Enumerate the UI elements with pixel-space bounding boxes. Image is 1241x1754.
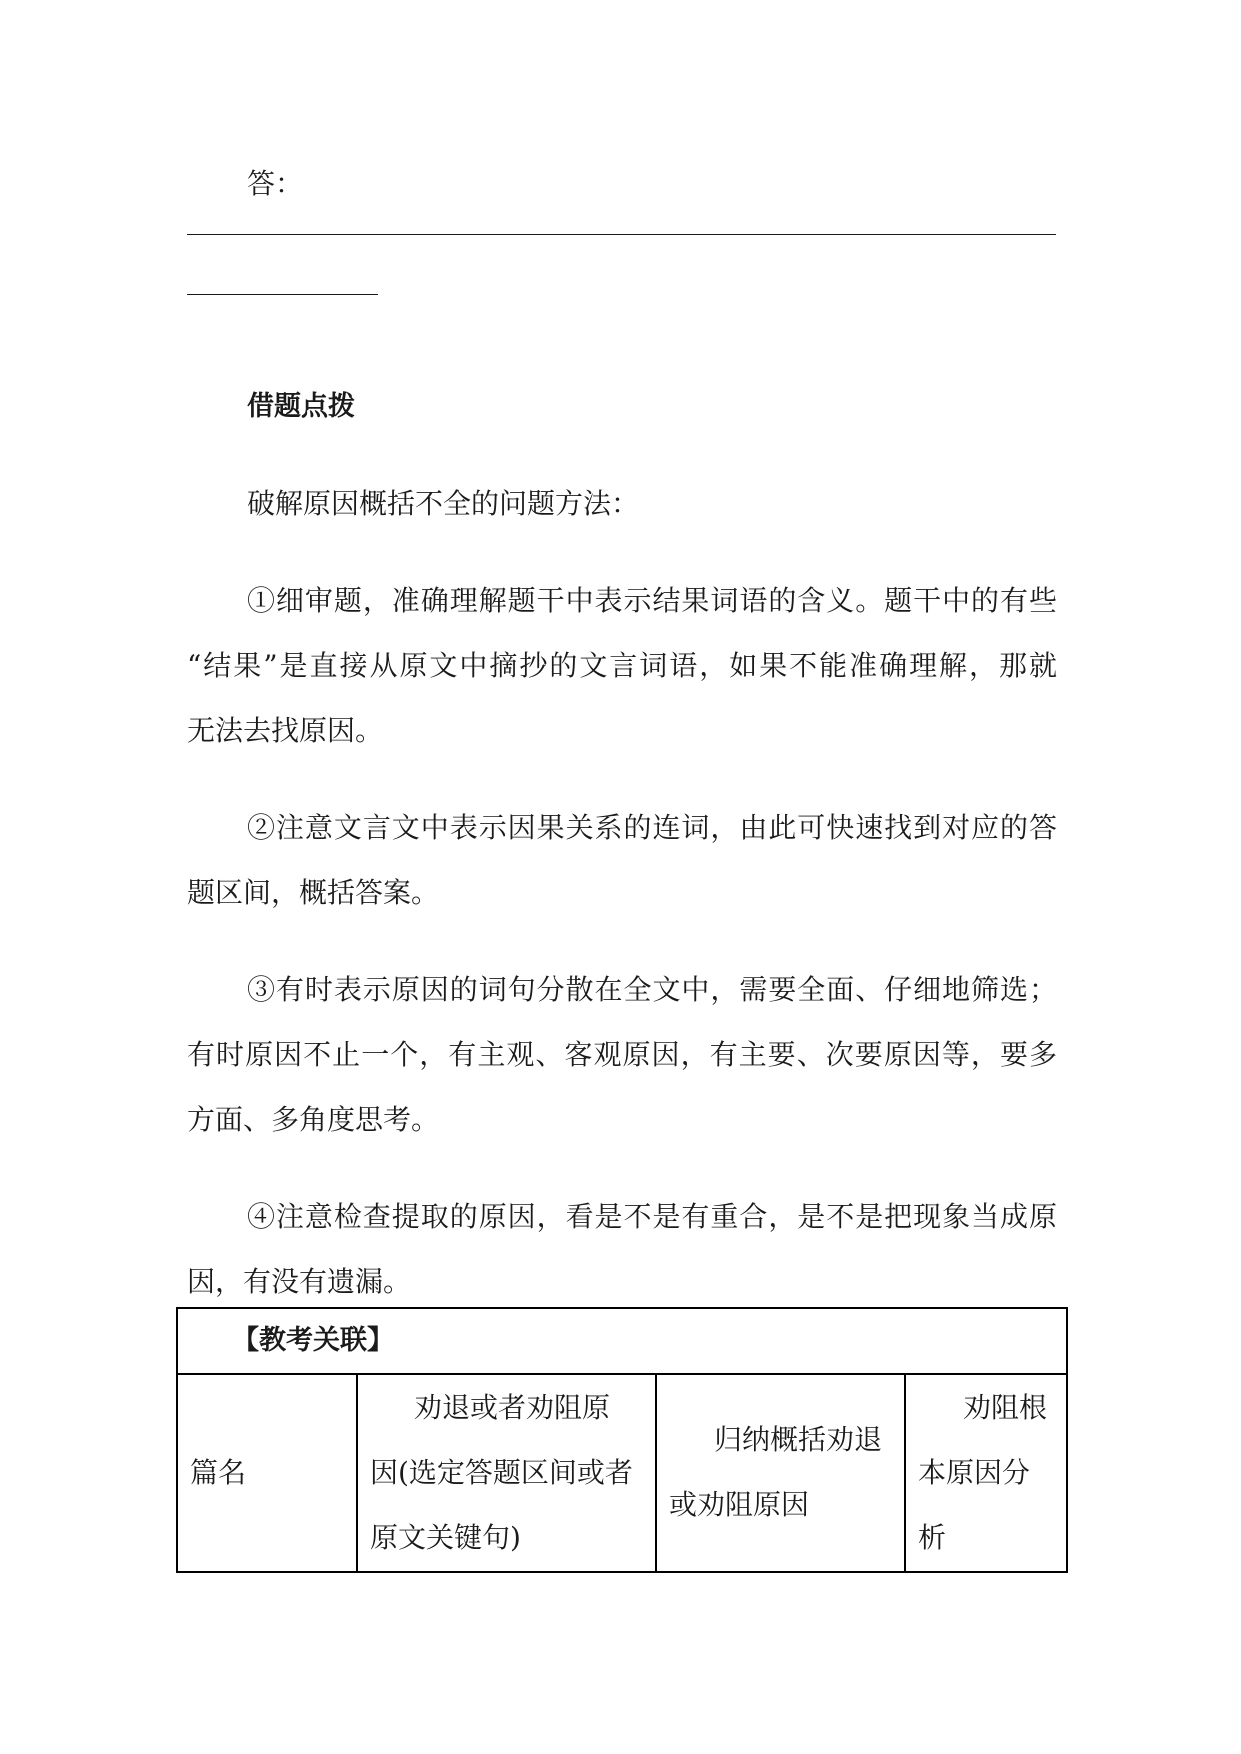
point-4-line-2: 因，有没有遗漏。 [187, 1265, 412, 1298]
column-header-reason-line-2: 因(选定答题区间或者 [370, 1456, 633, 1489]
column-divider-2 [655, 1373, 657, 1571]
point-3-line-1: ③有时表示原因的词句分散在全文中，需要全面、仔细地筛选； [247, 973, 1057, 1006]
answer-blank-line-2 [187, 294, 378, 295]
column-header-root-cause-line-3: 析 [918, 1521, 947, 1554]
point-1-line-2: “结果”是直接从原文中摘抄的文言词语，如果不能准确理解，那就 [187, 649, 1057, 682]
point-2-line-2: 题区间，概括答案。 [187, 876, 440, 909]
column-header-root-cause-line-1: 劝阻根 [963, 1391, 1048, 1424]
column-header-root-cause-line-2: 本原因分 [918, 1456, 1031, 1489]
point-1-line-1: ①细审题，准确理解题干中表示结果词语的含义。题干中的有些 [247, 584, 1057, 617]
column-header-summary-line-2: 或劝阻原因 [669, 1488, 810, 1521]
answer-label: 答： [247, 167, 304, 200]
answer-blank-line-1 [187, 234, 1056, 235]
column-header-summary-line-1: 归纳概括劝退 [714, 1423, 883, 1456]
point-4-line-1: ④注意检查提取的原因，看是不是有重合，是不是把现象当成原 [247, 1200, 1057, 1233]
point-2-line-1: ②注意文言文中表示因果关系的连词，由此可快速找到对应的答 [247, 811, 1057, 844]
point-1-line-3: 无法去找原因。 [187, 714, 384, 747]
column-header-reason-line-1: 劝退或者劝阻原 [414, 1391, 611, 1424]
column-header-reason-line-3: 原文关键句) [370, 1521, 521, 1554]
column-header-title: 篇名 [190, 1456, 247, 1489]
column-divider-3 [904, 1373, 906, 1571]
teaching-exam-table [176, 1307, 1068, 1573]
intro-text: 破解原因概括不全的问题方法： [247, 487, 640, 520]
point-3-line-3: 方面、多角度思考。 [187, 1103, 440, 1136]
point-3-line-2: 有时原因不止一个，有主观、客观原因，有主要、次要原因等，要多 [187, 1038, 1057, 1071]
column-divider-1 [356, 1373, 358, 1571]
table-title-row [178, 1309, 1066, 1375]
table-title: 【教考关联】 [232, 1325, 394, 1356]
tip-heading: 借题点拨 [247, 391, 355, 422]
